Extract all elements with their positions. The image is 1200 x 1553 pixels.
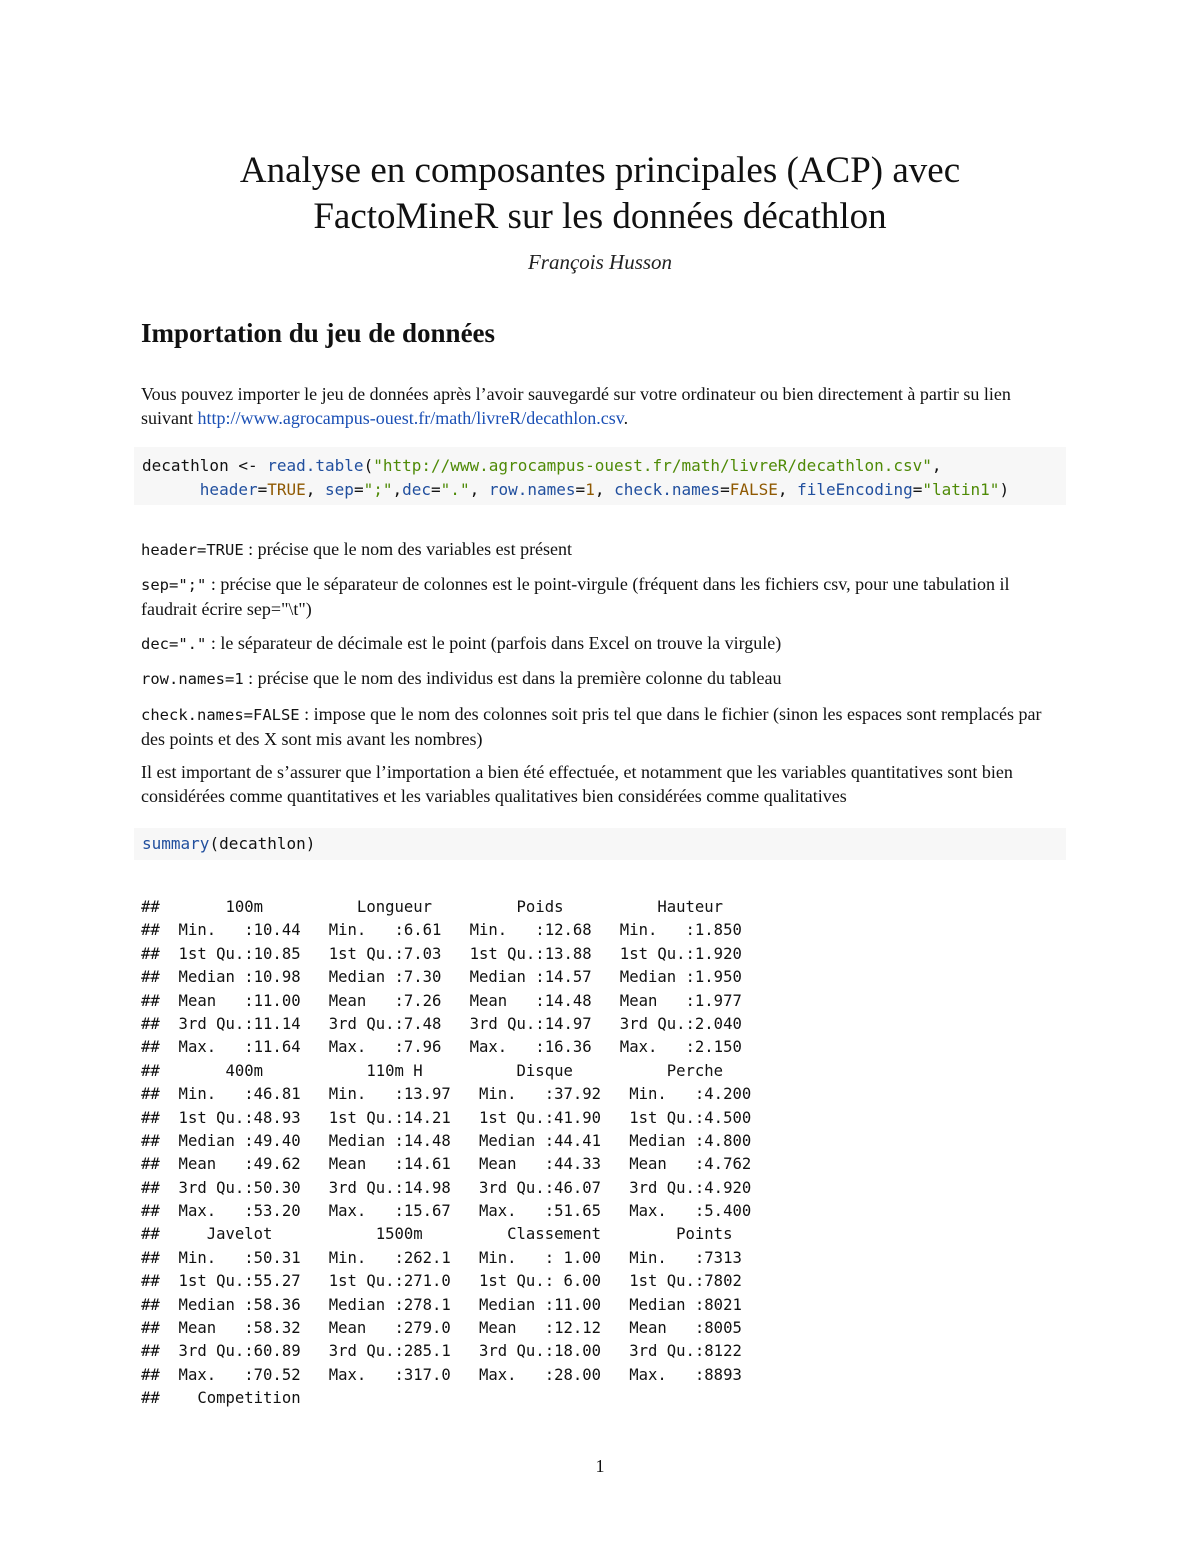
output-line: ## 3rd Qu.:50.30 3rd Qu.:14.98 3rd Qu.:46.07 3rd Qu.:4.920 <box>141 1178 771 1197</box>
output-line: ## Mean :11.00 Mean :7.26 Mean :14.48 Mean :1.977 <box>141 991 761 1010</box>
output-line: ## 1st Qu.:10.85 1st Qu.:7.03 1st Qu.:13.88 1st Qu.:1.920 <box>141 944 761 963</box>
intro-end: . <box>623 407 629 428</box>
code-line-1: decathlon <- read.table("http://www.agrocampus-ouest.fr/math/livreR/decathlon.csv", <box>142 456 942 475</box>
output-line: ## Mean :49.62 Mean :14.61 Mean :44.33 Mean :4.762 <box>141 1155 771 1174</box>
output-line: ## Mean :58.32 Mean :279.0 Mean :12.12 Mean :8005 <box>141 1319 761 1338</box>
intro-text: Vous pouvez importer le jeu de données après l’avoir sauvegardé sur votre ordinateur ou bien directement à partir su lien suivant <box>141 384 1011 428</box>
output-line: ## Median :49.40 Median :14.48 Median :44.41 Median :4.800 <box>141 1131 771 1150</box>
output-line: ## 100m Longueur Poids Hauteur <box>141 898 761 916</box>
import-note: Il est important de s’assurer que l’importation a bien été effectuée, et notamment que les variables quantitatives sont bien considérées comme quantitatives et les variables qualitatives bien considérées comme qualitatives <box>141 762 1013 806</box>
output-line: ## Max. :70.52 Max. :317.0 Max. :28.00 Max. :8893 <box>141 1365 761 1384</box>
intro-paragraph <box>141 383 1066 430</box>
dataset-link[interactable]: http://www.agrocampus-ouest.fr/math/livreR/decathlon.csv <box>197 407 624 428</box>
output-line: ## Competition <box>141 1389 320 1408</box>
note-header: header=TRUE : précise que le nom des variables est présent <box>141 539 573 559</box>
note-sep: sep=";" : précise que le séparateur de colonnes est le point-virgule (fréquent dans les fichiers csv, pour une tabulation il faudrait écrire sep="\t") <box>141 574 1010 619</box>
code-block-import <box>134 447 1066 505</box>
title-line-2: FactoMineR sur les données décathlon <box>313 196 887 237</box>
output-line: ## Median :58.36 Median :278.1 Median :11.00 Median :8021 <box>141 1295 761 1314</box>
title-line-1: Analyse en composantes principales (ACP) avec <box>239 150 961 191</box>
note-dec: dec="." : le séparateur de décimale est le point (parfois dans Excel on trouve la virgule) <box>141 633 782 653</box>
output-line: ## Min. :10.44 Min. :6.61 Min. :12.68 Min. :1.850 <box>141 921 761 940</box>
output-line: ## 3rd Qu.:60.89 3rd Qu.:285.1 3rd Qu.:18.00 3rd Qu.:8122 <box>141 1342 761 1361</box>
output-line: ## 1st Qu.:48.93 1st Qu.:14.21 1st Qu.:41.90 1st Qu.:4.500 <box>141 1108 771 1127</box>
output-line: ## Median :10.98 Median :7.30 Median :14.57 Median :1.950 <box>141 968 761 987</box>
note-check-names: check.names=FALSE : impose que le nom des colonnes soit pris tel que dans le fichier (sinon les espaces sont remplacés par des points et des X sont mis avant les nombres) <box>141 704 1042 749</box>
document-title <box>100 148 1100 240</box>
note-row-names: row.names=1 : précise que le nom des individus est dans la première colonne du tableau <box>141 668 782 688</box>
output-line: ## 3rd Qu.:11.14 3rd Qu.:7.48 3rd Qu.:14.97 3rd Qu.:2.040 <box>141 1014 761 1033</box>
author-name: François Husson <box>527 250 673 274</box>
page-number: 1 <box>595 1456 605 1476</box>
summary-output <box>141 896 770 1411</box>
output-line: ## 1st Qu.:55.27 1st Qu.:271.0 1st Qu.: 6.00 1st Qu.:7802 <box>141 1272 761 1291</box>
output-line: ## Min. :46.81 Min. :13.97 Min. :37.92 Min. :4.200 <box>141 1085 771 1104</box>
code-line-2: header=TRUE, sep=";",dec=".", row.names=1, check.names=FALSE, fileEncoding="latin1") <box>199 479 1010 499</box>
output-line: ## Javelot 1500m Classement Points <box>141 1225 771 1244</box>
code-summary-line: summary(decathlon) <box>142 834 316 853</box>
code-block-summary <box>134 828 1066 860</box>
section-heading: Importation du jeu de données <box>141 318 496 348</box>
output-line: ## 400m 110m H Disque Perche <box>141 1061 771 1080</box>
output-line: ## Min. :50.31 Min. :262.1 Min. : 1.00 Min. :7313 <box>141 1248 761 1267</box>
output-line: ## Max. :11.64 Max. :7.96 Max. :16.36 Max. :2.150 <box>141 1038 761 1057</box>
output-line: ## Max. :53.20 Max. :15.67 Max. :51.65 Max. :5.400 <box>141 1202 771 1221</box>
